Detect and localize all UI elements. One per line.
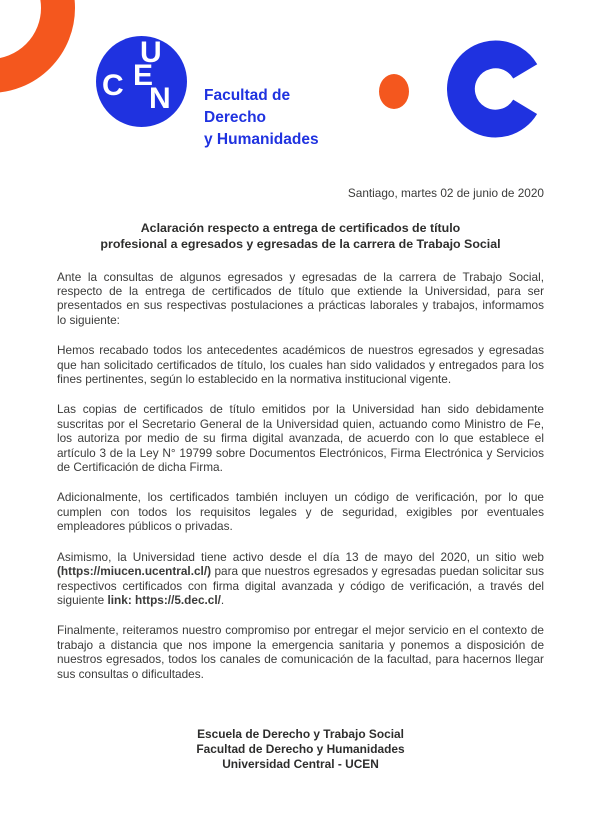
faculty-line-3: y Humanidades	[204, 131, 319, 148]
bold-url-text: (https://miucen.ucentral.cl/)	[57, 564, 212, 579]
paragraph-text: para que nuestros egresados y egresadas puedan solicitar sus respectivos certificados con firma digital avanzada y código de verificación, a través del siguiente	[57, 564, 544, 607]
paragraph	[57, 270, 544, 328]
signature-line-3: Universidad Central - UCEN	[222, 757, 379, 772]
signature-block	[57, 727, 544, 773]
signature-line-1: Escuela de Derecho y Trabajo Social	[197, 726, 404, 741]
logo-letter-n: N	[149, 82, 171, 115]
orange-ring-decoration	[0, 0, 75, 93]
letter-title-line-2: profesional a egresados y egresadas de la carrera de Trabajo Social	[100, 237, 501, 251]
ucen-logo	[96, 36, 187, 127]
faculty-name	[204, 85, 319, 151]
paragraph	[57, 490, 544, 533]
orange-dot-decoration	[379, 74, 409, 109]
letter-title	[57, 221, 544, 252]
paragraph-text: Ante la consultas de algunos egresados y egresadas de la carrera de Trabajo Social, respecto de la entrega de certificados de título que extiende la Universidad, para ser presentados en sus respectivas postulaciones a prácticas laborales y trabajos, informamos lo siguiente:	[57, 269, 544, 327]
paragraph	[57, 343, 544, 386]
faculty-line-1: Facultad de	[204, 87, 291, 104]
paragraph	[57, 623, 544, 681]
logo-letter-e: E	[133, 59, 154, 92]
body-paragraphs	[57, 270, 544, 681]
paragraph-text: .	[220, 592, 225, 607]
paragraph-text: Las copias de certificados de título emitidos por la Universidad han sido debidamente suscritas por el Secretario General de la Universidad quien, actuando como Ministro de Fe, los autoriza por medio de su firma digital avanzada, de acuerdo con lo que establece el artículo 3 de la Ley N° 19799 sobre Documentos Electrónicos, Firma Electrónica y Servicios de Certificación de dicha Firma.	[57, 402, 544, 475]
paragraph-text: Adicionalmente, los certificados también incluyen un código de verificación, por lo que cumplen con todos los requisitos legales y de seguridad, exigibles por eventuales empleadores públicos o privadas.	[57, 490, 544, 534]
paragraph-text: Finalmente, reiteramos nuestro compromiso por entregar el mejor servicio en el contexto de trabajo a distancia que nos impone la emergencia sanitaria y ponemos a disposición de nuestros egresados, todos los canales de comunicación de la facultad, para hacernos llegar sus consultas o dificultades.	[57, 623, 544, 681]
paragraph-text: Hemos recabado todos los antecedentes académicos de nuestros egresados y egresadas que han solicitado certificados de título, los cuales han sido validados y entregados para los fines pertinentes, según lo establecido en la normativa institucional vigente.	[57, 343, 544, 387]
logo-letter-u: U	[140, 36, 162, 69]
paragraph	[57, 550, 544, 608]
date-line: Santiago, martes 02 de junio de 2020	[347, 186, 544, 200]
ucen-c-brandmark-icon	[447, 35, 544, 143]
bold-url-text: link: https://5.dec.cl/	[107, 592, 221, 607]
faculty-line-2: Derecho	[204, 109, 267, 126]
letter-title-line-1: Aclaración respecto a entrega de certificados de título	[140, 221, 461, 236]
signature-line-2: Facultad de Derecho y Humanidades	[196, 742, 405, 757]
paragraph-text: Asimismo, la Universidad tiene activo desde el día 13 de mayo del 2020, un sitio web	[57, 549, 544, 564]
paragraph	[57, 402, 544, 474]
logo-letter-c: C	[102, 69, 124, 102]
letter-content	[57, 186, 544, 773]
